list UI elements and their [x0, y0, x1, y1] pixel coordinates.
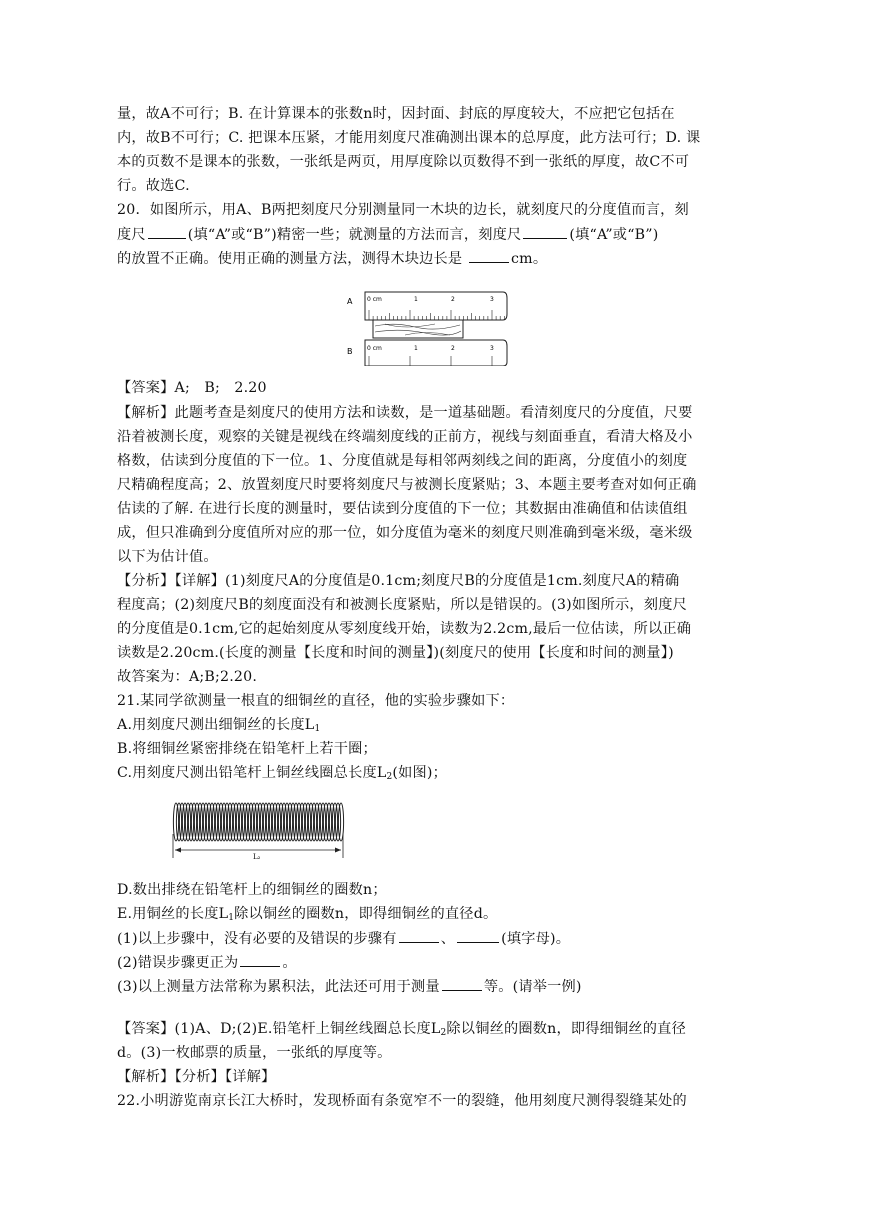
text-segment: C.用刻度尺测出铅笔杆上铜丝线圈总长度L — [117, 765, 387, 781]
text-segment: (填“A”或“B”) — [569, 227, 659, 243]
ruler-a-tick-label: 1 — [414, 296, 418, 303]
text-line — [117, 224, 658, 245]
step-a — [117, 715, 320, 739]
ruler-b-tick-label: 0 cm — [367, 345, 382, 352]
answer-blank[interactable] — [148, 224, 186, 239]
text-segment: (填“A”或“B”)精密一些；就测量的方法而言，刻度尺 — [187, 227, 522, 243]
answer-line: 【答案】A; B; 2.20 — [117, 380, 267, 396]
text-segment: (如图)； — [392, 765, 448, 781]
ruler-b-label: B — [347, 347, 353, 356]
wood-block — [373, 320, 463, 338]
text-line: 成，但只准确到分度值所对应的那一位，如分度值为毫米的刻度尺则准确到毫米级，毫米级 — [117, 525, 693, 541]
ruler-a-tick-label: 2 — [451, 296, 455, 303]
text-segment: 的放置不正确。使用正确的测量方法，测得木块边长是 — [117, 251, 463, 267]
text-line: 【解析】【分析】【详解】 — [117, 1069, 276, 1085]
text-segment: cm。 — [511, 251, 548, 267]
text-line: 以下为估计值。 — [117, 549, 218, 565]
step-d: D.数出排绕在铅笔杆上的细铜丝的圈数n； — [117, 882, 387, 898]
answer-blank[interactable] — [457, 928, 499, 943]
text-segment: 度尺 — [117, 227, 146, 243]
text-line: 程度高；(2)刻度尺B的刻度面没有和被测长度紧贴，所以是错误的。(3)如图所示，刻度尺 — [117, 597, 687, 613]
subscript: 2 — [386, 772, 393, 782]
text-line: 【解析】此题考查是刻度尺的使用方法和读数，是一道基础题。看清刻度尺的分度值，尺要 — [117, 405, 693, 421]
text-segment: A.用刻度尺测出细铜丝的长度L — [117, 717, 315, 733]
text-line: d。(3)一枚邮票的质量，一张纸的厚度等。 — [117, 1045, 392, 1061]
text-line: 行。故选C. — [117, 178, 190, 194]
text-segment: (填字母)。 — [501, 931, 571, 947]
text-line: 内，故B不可行；C. 把课本压紧，才能用刻度尺准确测出课本的总厚度，此方法可行；D. 课 — [117, 130, 701, 146]
answer-blank[interactable] — [442, 976, 482, 991]
ruler-a-label: A — [347, 297, 353, 306]
question-21-part-1 — [117, 928, 570, 949]
step-b: B.将细铜丝紧密排绕在铅笔杆上若干圈； — [117, 741, 377, 757]
coil-figure — [168, 800, 348, 862]
text-line: 的分度值是0.1cm,它的起始刻度从零刻度线开始，读数为2.2cm,最后一位估读，所以正确 — [117, 621, 692, 637]
text-segment: 等。(请举一例) — [483, 979, 582, 995]
step-c — [117, 763, 447, 787]
text-line: 量，故A不可行；B. 在计算课本的张数n时，因封面、封底的厚度较大，不应把它包括在 — [117, 106, 675, 122]
question-22-text: 22.小明游览南京长江大桥时，发现桥面有条宽窄不一的裂缝，他用刻度尺测得裂缝某处的 — [117, 1093, 687, 1109]
text-segment: (1)以上步骤中，没有必要的及错误的步骤有 — [117, 931, 397, 947]
subscript: 1 — [228, 913, 235, 923]
text-segment: 【答案】(1)A、D;(2)E.铅笔杆上铜丝线圈总长度L — [117, 1021, 441, 1037]
ruler-b-tick-label: 2 — [451, 345, 455, 352]
text-line: 尺精确程度高；2、放置刻度尺时要将刻度尺与被测长度紧贴；3、本题主要考查对如何正确 — [117, 477, 697, 493]
text-segment: 。 — [282, 955, 297, 971]
question-20-text: 20．如图所示，用A、B两把刻度尺分别测量同一木块的边长，就刻度尺的分度值而言，刻 — [117, 202, 689, 218]
question-21-part-2 — [117, 952, 297, 973]
ruler-figure — [345, 286, 515, 366]
answer-blank[interactable] — [469, 248, 509, 263]
ruler-a-tick-label: 3 — [490, 296, 494, 303]
ruler-b — [365, 340, 507, 366]
ruler-b-tick-label: 1 — [414, 345, 418, 352]
step-e — [117, 904, 497, 928]
subscript: 2 — [440, 1028, 447, 1038]
question-21-part-3 — [117, 976, 582, 997]
text-line — [117, 248, 547, 269]
text-segment: (2)错误步骤更正为 — [117, 955, 239, 971]
ruler-a-tick-label: 0 cm — [367, 296, 382, 303]
text-line: 故答案为：A;B;2.20. — [117, 669, 258, 685]
ruler-b-tick-label: 3 — [490, 345, 494, 352]
text-segment: 除以铜丝的圈数n，即得细铜丝的直径 — [446, 1021, 686, 1037]
question-21-text: 21.某同学欲测量一根直的细铜丝的直径，他的实验步骤如下： — [117, 693, 515, 709]
text-segment: (3)以上测量方法常称为累积法，此法还可用于测量 — [117, 979, 440, 995]
coil-loops — [173, 803, 343, 841]
text-line: 沿着被测长度，观察的关键是视线在终端刻度线的正前方，视线与刻面垂直，看清大格及小 — [117, 429, 693, 445]
answer-line — [117, 1019, 686, 1043]
subscript: 1 — [314, 724, 321, 734]
answer-blank[interactable] — [399, 928, 439, 943]
text-line: 【分析】【详解】(1)刻度尺A的分度值是0.1cm;刻度尺B的分度值是1cm.刻度尺A的精确 — [117, 573, 680, 589]
text-segment: 除以铜丝的圈数n，即得细铜丝的直径d。 — [234, 906, 498, 922]
text-line: 估读的了解. 在进行长度的测量时，要估读到分度值的下一位；其数据由准确值和估读值组 — [117, 501, 688, 517]
answer-blank[interactable] — [240, 952, 280, 967]
text-segment: E.用铜丝的长度L — [117, 906, 229, 922]
coil-length-label: L₂ — [253, 853, 261, 861]
text-line: 读数是2.20cm.(长度的测量【长度和时间的测量】)(刻度尺的使用【长度和时间的测量】) — [117, 645, 674, 661]
text-line: 格数，估读到分度值的下一位。1、分度值就是每相邻两刻线之间的距离，分度值小的刻度 — [117, 453, 688, 469]
ruler-a — [365, 292, 507, 320]
text-segment: 、 — [440, 931, 456, 947]
answer-blank[interactable] — [523, 224, 567, 239]
text-line: 本的页数不是课本的张数，一张纸是两页，用厚度除以页数得不到一张纸的厚度，故C不可 — [117, 154, 690, 170]
